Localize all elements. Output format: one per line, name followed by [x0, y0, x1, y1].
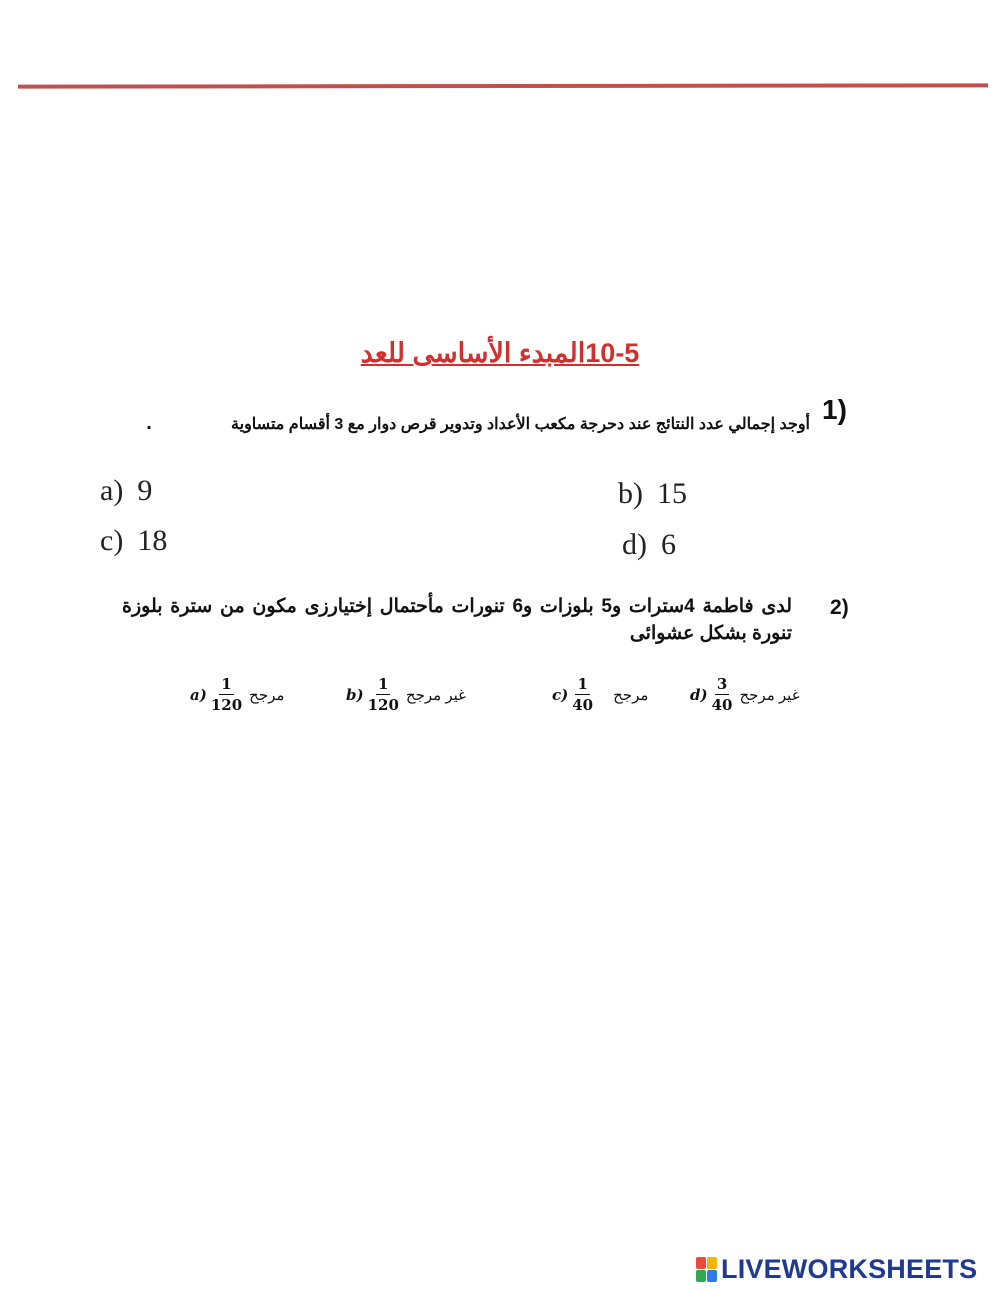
choice-letter: b) [346, 686, 364, 704]
question-1-number: (1 [822, 394, 847, 425]
option-letter: b) [618, 477, 643, 510]
fraction-denominator: 120 [210, 696, 243, 714]
question-1-option-c[interactable] [100, 524, 167, 558]
fraction-denominator: 120 [367, 696, 399, 714]
option-letter: a) [100, 474, 124, 507]
option-value: 9 [137, 474, 153, 507]
question-1-option-a[interactable] [100, 474, 152, 508]
question-2-number: (2 [830, 596, 849, 619]
question-1-dot: . [146, 414, 153, 433]
fraction-numerator: 1 [221, 675, 232, 693]
fraction-numerator: 3 [716, 675, 728, 693]
question-2-text: لدى فاطمة 4سترات و5 بلوزات و6 تنورات مأحتمال إختيارزى مكون من سترة بلوزة تنورة بشكل عشوائى [122, 596, 792, 644]
fraction-denominator: 40 [572, 696, 594, 714]
option-value: 6 [661, 528, 676, 561]
liveworksheets-logo-icon [696, 1257, 718, 1283]
question-2-choice-d[interactable] [690, 676, 800, 714]
question-2-choice-c[interactable] [552, 676, 648, 714]
option-letter: d) [622, 528, 647, 561]
fraction [572, 676, 593, 714]
brand-text: LIVEWORKSHEETS [721, 1254, 978, 1284]
choice-label: غير مرجح [739, 687, 800, 704]
choice-label: مرجح [613, 687, 649, 704]
fraction-numerator: 1 [577, 675, 588, 693]
fraction [712, 676, 733, 714]
question-1-text: أوجد إجمالي عدد النتائج عند دحرجة مكعب الأعداد وتدوير قرص دوار مع 3 أقسام متساوية [231, 416, 810, 433]
liveworksheets-logo[interactable] [696, 1254, 977, 1285]
question-2-choice-a[interactable] [190, 676, 284, 714]
question-1-option-b[interactable] [618, 477, 687, 511]
option-value: 18 [137, 524, 168, 557]
choice-letter: d) [690, 686, 708, 704]
fraction [211, 676, 242, 714]
header-divider-line [18, 83, 988, 88]
option-value: 15 [657, 477, 687, 510]
worksheet-title: 10-5المبدء الأساسى للعد [360, 338, 640, 368]
option-letter: c) [100, 524, 124, 557]
fraction-numerator: 1 [378, 675, 389, 693]
choice-letter: a) [190, 686, 207, 704]
choice-label: مرجح [249, 687, 285, 704]
fraction-denominator: 40 [711, 696, 733, 714]
question-2-choice-b[interactable] [346, 676, 466, 714]
choice-label: غير مرجح [405, 687, 466, 704]
question-1-option-d[interactable] [622, 528, 676, 562]
fraction [368, 676, 399, 714]
choice-letter: c) [552, 686, 569, 704]
